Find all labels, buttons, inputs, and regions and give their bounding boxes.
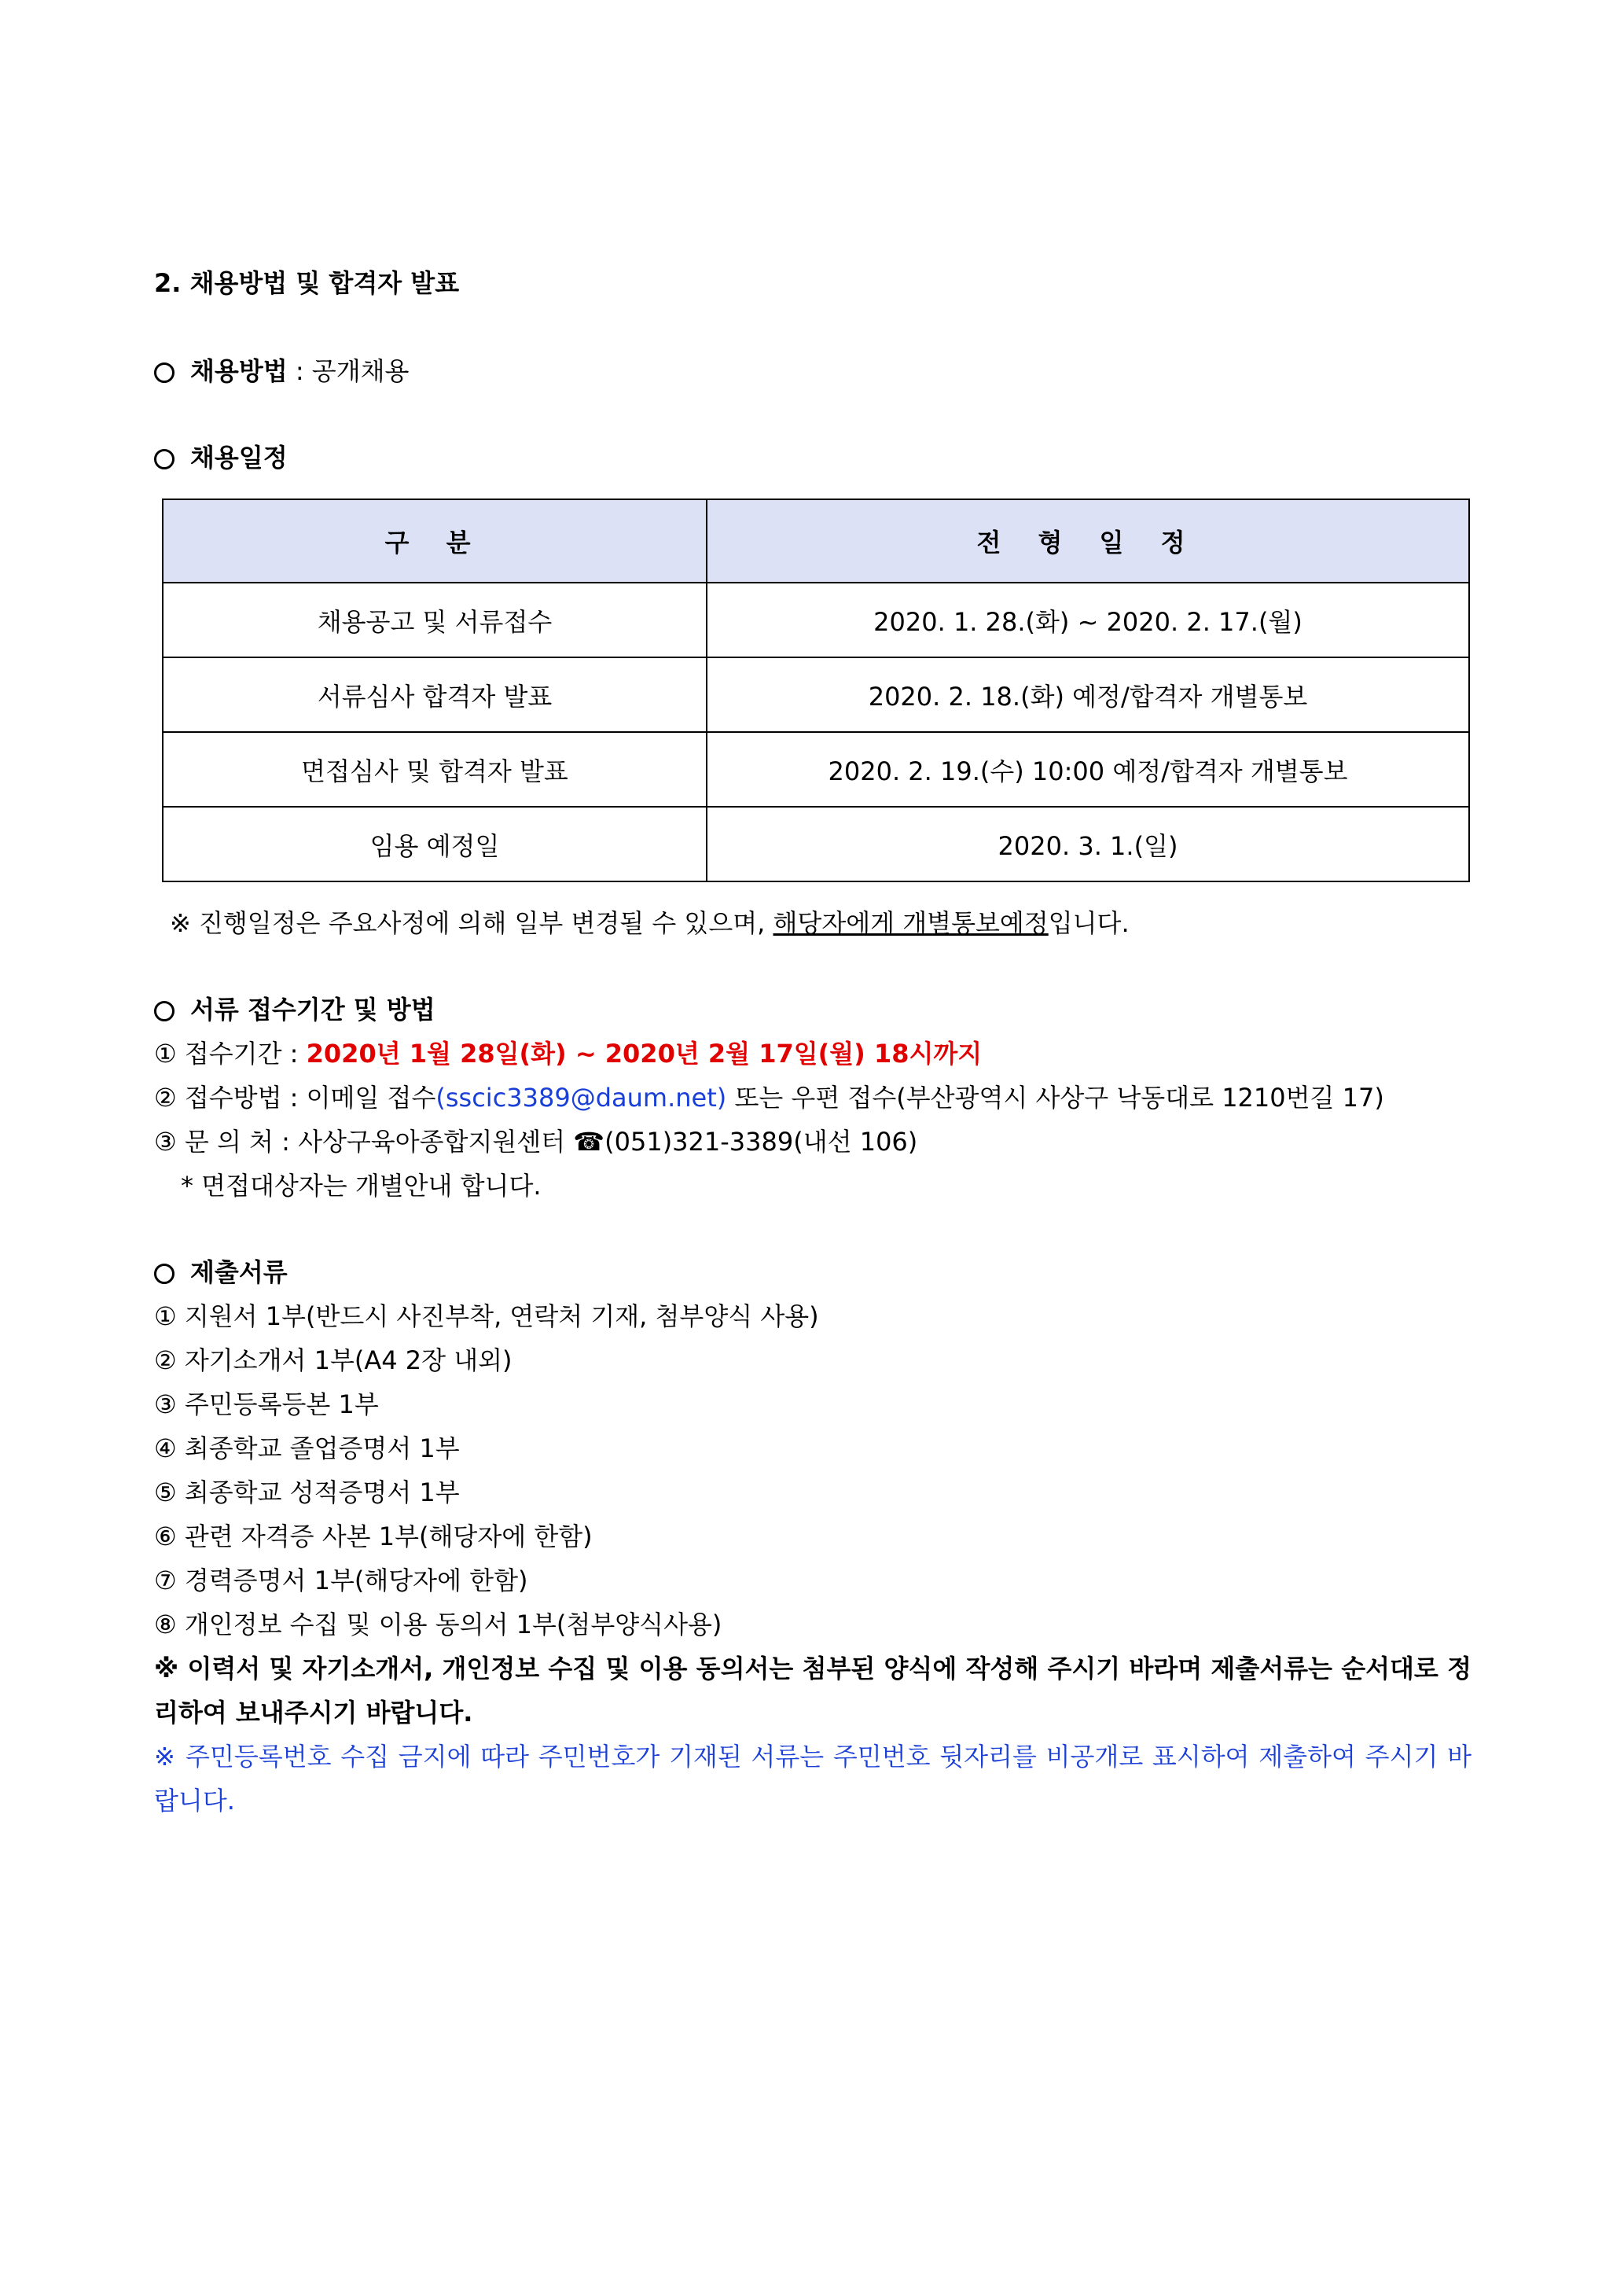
table-cell: 2020. 2. 19.(수) 10:00 예정/합격자 개별통보 [707, 732, 1469, 807]
schedule-heading-line [154, 440, 288, 475]
schedule-note [170, 906, 1130, 940]
docs-period-line [154, 1036, 982, 1071]
schedule-heading: 채용일정 [190, 443, 288, 473]
docs-period-label: ① 접수기간 : [154, 1039, 307, 1069]
schedule-note-underline: 해당자에게 개별통보예정 [773, 908, 1049, 938]
docs-period-value: 2020년 1월 28일(화) ~ 2020년 2월 17일(월) 18시까지 [306, 1039, 983, 1069]
table-cell: 임용 예정일 [163, 807, 707, 881]
list-item: ⑧ 개인정보 수집 및 이용 동의서 1부(첨부양식사용) [154, 1610, 722, 1639]
docs-heading-line [154, 992, 435, 1027]
docs-method-rest: 또는 우편 접수(부산광역시 사상구 낙동대로 1210번길 17) [726, 1083, 1384, 1113]
submission-heading-line [154, 1255, 288, 1290]
schedule-table [162, 499, 1470, 882]
list-item: ⑦ 경력증명서 1부(해당자에 한함) [154, 1566, 528, 1595]
docs-method-email: (sscic3389@daum.net) [435, 1083, 727, 1113]
method-line [154, 354, 409, 388]
table-row [163, 583, 1469, 657]
table-header-cell: 전 형 일 정 [707, 499, 1469, 583]
submission-heading: 제출서류 [190, 1257, 288, 1287]
table-cell: 면접심사 및 합격자 발표 [163, 732, 707, 807]
circle-bullet-icon [154, 449, 175, 469]
docs-contact: ③ 문 의 처 : 사상구육아종합지원센터 ☎(051)321-3389(내선 106) [154, 1127, 918, 1157]
list-item: ① 지원서 1부(반드시 사진부착, 연락처 기재, 첨부양식 사용) [154, 1301, 819, 1331]
circle-bullet-icon [154, 362, 175, 383]
docs-method-line [154, 1080, 1384, 1115]
table-cell: 2020. 2. 18.(화) 예정/합격자 개별통보 [707, 657, 1469, 732]
method-sep: : [287, 356, 312, 386]
method-value: 공개채용 [311, 356, 410, 386]
table-cell: 2020. 3. 1.(일) [707, 807, 1469, 881]
list-item: ② 자기소개서 1부(A4 2장 내외) [154, 1345, 513, 1375]
list-item: ⑥ 관련 자격증 사본 1부(해당자에 한함) [154, 1521, 593, 1551]
list-item: ⑤ 최종학교 성적증명서 1부 [154, 1477, 460, 1507]
table-row [163, 732, 1469, 807]
list-item: ④ 최종학교 졸업증명서 1부 [154, 1433, 460, 1463]
submission-bold-note: ※ 이력서 및 자기소개서, 개인정보 수집 및 이용 동의서는 첨부된 양식에 작성해 주시기 바라며 제출서류는 순서대로 정리하여 보내주시기 바랍니다. [154, 1654, 1472, 1728]
list-item: ③ 주민등록등본 1부 [154, 1389, 379, 1419]
section-title: 2. 채용방법 및 합격자 발표 [154, 268, 460, 298]
table-cell: 2020. 1. 28.(화) ~ 2020. 2. 17.(월) [707, 583, 1469, 657]
circle-bullet-icon [154, 1001, 175, 1021]
interview-note: * 면접대상자는 개별안내 합니다. [181, 1171, 542, 1201]
circle-bullet-icon [154, 1264, 175, 1284]
submission-blue-note: ※ 주민등록번호 수집 금지에 따라 주민번호가 기재된 서류는 주민번호 뒷자리를 비공개로 표시하여 제출하여 주시기 바랍니다. [154, 1742, 1472, 1816]
method-label: 채용방법 [190, 356, 288, 386]
table-header-cell: 구 분 [163, 499, 707, 583]
schedule-note-suffix: 입니다. [1048, 908, 1130, 938]
table-cell: 서류심사 합격자 발표 [163, 657, 707, 732]
table-header-row [163, 499, 1469, 583]
docs-method-label: ② 접수방법 : 이메일 접수 [154, 1083, 436, 1113]
table-row [163, 657, 1469, 732]
docs-heading: 서류 접수기간 및 방법 [190, 995, 435, 1025]
table-row [163, 807, 1469, 881]
table-cell: 채용공고 및 서류접수 [163, 583, 707, 657]
schedule-note-prefix: ※ 진행일정은 주요사정에 의해 일부 변경될 수 있으며, [170, 908, 773, 938]
